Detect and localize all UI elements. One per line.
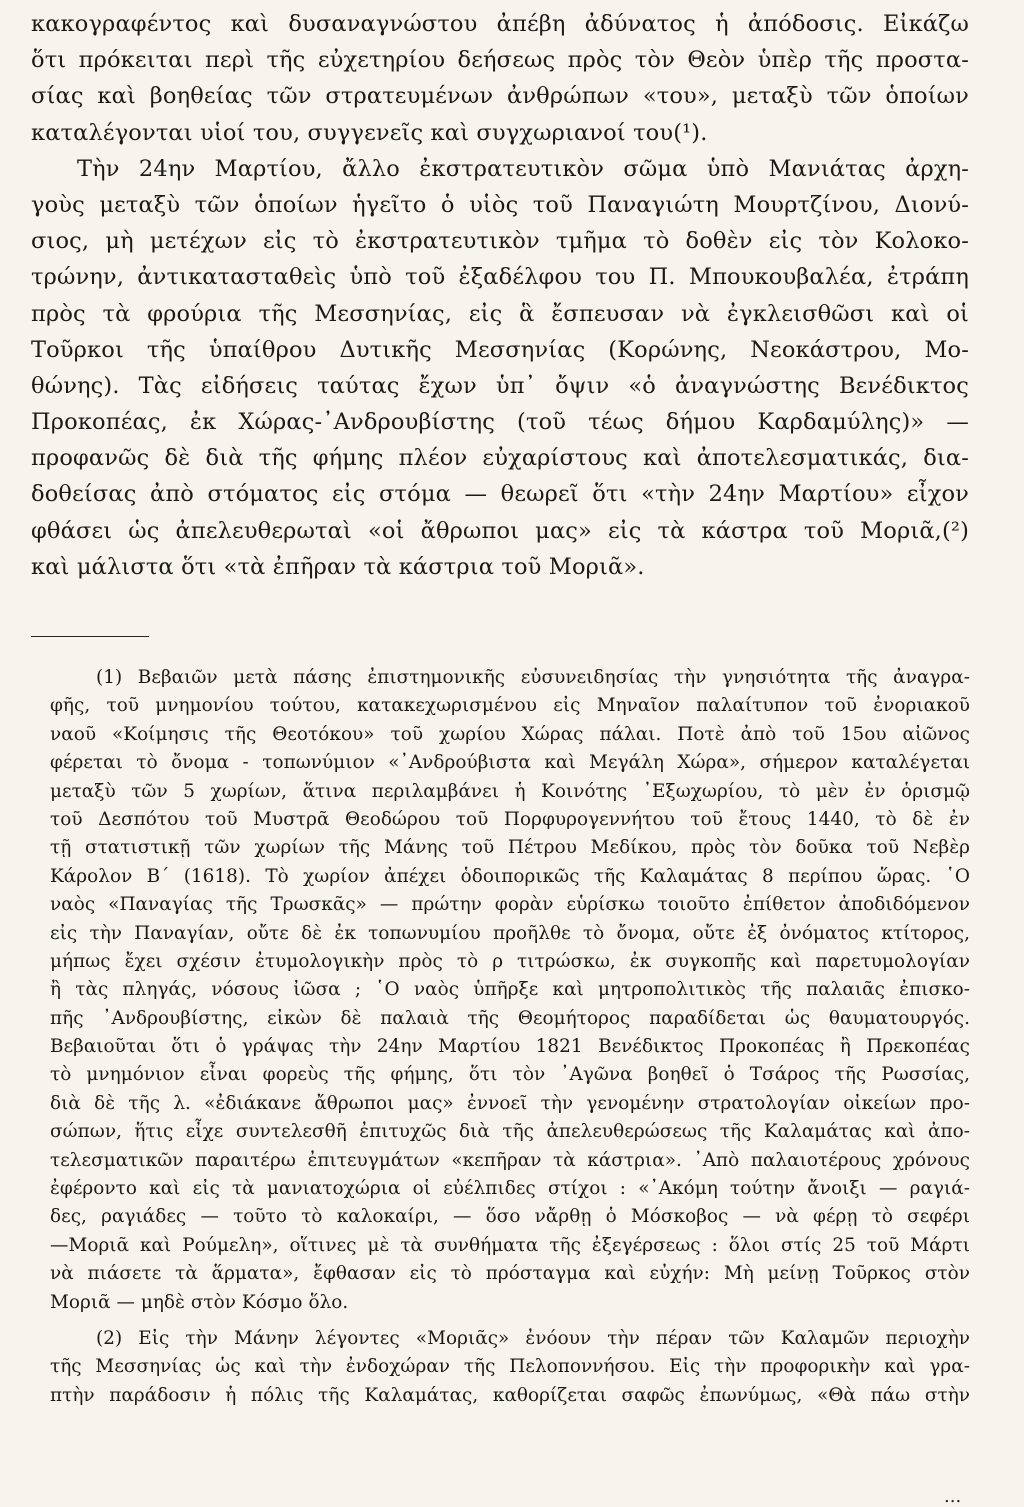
main-text-line: γοὺς μεταξὺ τῶν ὁποίων ἡγεῖτο ὁ υἱὸς τοῦ Παναγιώτη Μουρτζίνου, Διονύ-	[31, 191, 969, 218]
main-text-line: σίας καὶ βοηθείας τῶν στρατευμένων ἀνθρώπων «του», μεταξὺ τῶν ὁποίων	[31, 83, 969, 110]
footnote-line: μήπως ἔχει σχέσιν ἐτυμολογικὴν πρὸς τὸ ρ τιτρώσκω, ἐκ συγκοπῆς καὶ παρετυμολογίαν	[50, 950, 970, 972]
footnote-line: σώπων, ἥτις εἶχε συντελεσθῆ ἐπιτυχῶς διὰ τῆς ἀπελευθερώσεως τῆς Καλαμάτας καὶ ἀπο-	[50, 1121, 970, 1143]
main-text-line: κακογραφέντος καὶ δυσαναγνώστου ἀπέβη ἀδύνατος ἡ ἀπόδοσις. Εἰκάζω	[31, 11, 969, 37]
footnote-line: ἐφέροντο καὶ εἰς τὰ μανιατοχώρια οἱ εὐέλπιδες στίχοι : «᾿Ακόμη τούτην ἄνοιξι — ραγιά-	[50, 1178, 970, 1200]
footnote-line: Μοριᾶ — μηδὲ στὸν Κόσμο ὅλο.	[50, 1291, 349, 1313]
footnote-gap	[50, 1317, 970, 1325]
footnote-line: Κάρολον Β´ (1618). Τὸ χωρίον ἀπέχει ὁδοιπορικῶς τῆς Καλαμάτας 8 περίπου ὥρας. ῾Ο	[50, 865, 970, 887]
footnote-line: Βεβαιοῦται ὅτι ὁ γράψας τὴν 24ην Μαρτίου 1821 Βενέδικτος Προκοπέας ἢ Πρεκοπέας	[50, 1036, 970, 1058]
footnote-line: διὰ δὲ τῆς λ. «ἐδιάκανε ἄθρωποι μας» ἐννοεῖ τὴν γενομένην στρατολογίαν οἰκείων προ-	[50, 1092, 970, 1114]
footnote-line: ἢ τὰς πληγάς, νόσους ἰῶσα ; ῾Ο ναὸς ὑπῆρξε καὶ μητροπολιτικὸς τῆς παλαιᾶς ἐπισκο-	[50, 979, 970, 1001]
main-text-line: προφανῶς δὲ διὰ τῆς φήμης πλέον εὐχαρίστους καὶ ἀποτελεσματικάς, δια-	[31, 445, 969, 472]
footnotes-block	[50, 664, 970, 1410]
main-text-line: καὶ μάλιστα ὅτι «τὰ ἐπῆραν τὰ κάστρια τοῦ Μοριᾶ».	[31, 553, 645, 580]
footnote-2	[50, 1325, 970, 1410]
footnote-separator-rule	[31, 636, 149, 637]
cut-off-fragment-text: ...	[944, 1486, 962, 1507]
main-text-line: καταλέγονται υἱοί του, συγγενεῖς καὶ συγχωριανοί του(¹).	[31, 119, 708, 146]
footnote-line: (2) Εἰς τὴν Μάνην λέγοντες «Μοριᾶς» ἐνόουν τὴν πέραν τῶν Καλαμῶν περιοχὴν	[96, 1327, 970, 1349]
footnote-line: ναοῦ «Κοίμησις τῆς Θεοτόκου» τοῦ χωρίου Χώρας πάλαι. Ποτὲ ἀπὸ τοῦ 15ου αἰῶνος	[50, 723, 970, 745]
cut-off-fragment	[944, 1486, 1004, 1507]
main-text-line: σιος, μὴ μετέχων εἰς τὸ ἐκστρατευτικὸν τμῆμα τὸ δοθὲν εἰς τὸν Κολοκο-	[31, 228, 969, 255]
main-text-block	[31, 6, 969, 585]
main-text-line: δοθείσας ἀπὸ στόματος εἰς στόμα — θεωρεῖ ὅτι «τὴν 24ην Μαρτίου» εἶχον	[31, 481, 969, 508]
footnote-line: τὸ μνημόνιον εἶναι φορεὺς τῆς φήμης, ὅτι τὸν ᾿Αγῶνα βοηθεῖ ὁ Τσάρος τῆς Ρωσσίας,	[50, 1064, 970, 1086]
footnote-line: τῇ στατιστικῇ τῶν χωρίων τῆς Μάνης τοῦ Πέτρου Μεδίκου, πρὸς τὸν δοῦκα τοῦ Νεβὲρ	[50, 837, 970, 859]
footnote-line: πτὴν παράδοσιν ἡ πόλις τῆς Καλαμάτας, καθορίζεται σαφῶς ἐπωνύμως, «Θὰ πάω στὴν	[50, 1384, 970, 1406]
footnote-line: εἰς τὴν Παναγίαν, οὔτε δὲ ἐκ τοπωνυμίου προῆλθε τὸ ὄνομα, οὔτε ἐξ ὀνόματος κτίτορος,	[50, 922, 970, 944]
main-text-line: Τὴν 24ην Μαρτίου, ἄλλο ἐκστρατευτικὸν σῶμα ὑπὸ Μανιάτας ἀρχη-	[77, 155, 969, 182]
footnote-line: τελεσματικῶν παραιτέρω ἐπιτευγμάτων «κεπῆραν τὰ κάστρια». ᾿Απὸ παλαιοτέρους χρόνους	[50, 1149, 970, 1171]
footnote-line: (1) Βεβαιῶν μετὰ πάσης ἐπιστημονικῆς εὐσυνειδησίας τὴν γνησιότητα τῆς ἀναγρα-	[96, 667, 970, 688]
footnote-line: φῆς, τοῦ μνημονίου τούτου, κατακεχωρισμένου εἰς Μηναῖον παλαίτυπον τοῦ ἐνοριακοῦ	[50, 695, 970, 717]
footnote-line: ναὸς «Παναγίας τῆς Τρωσκᾶς» — πρώτην φορὰν εὑρίσκω τοιοῦτο ἐπίθετον ἀποδιδόμενον	[50, 894, 970, 916]
main-text-line: Προκοπέας, ἐκ Χώρας-᾿Ανδρουβίστης (τοῦ τέως δήμου Καρδαμύλης)» —	[31, 409, 969, 436]
footnote-1	[50, 664, 970, 1317]
footnote-line: μεταξὺ τῶν 5 χωρίων, ἅτινα περιλαμβάνει ἡ Κοινότης ᾿Εξωχωρίου, τὸ μὲν ἐν ὁρισμῷ	[50, 780, 970, 802]
main-text-line: τρώνην, ἀντικατασταθεὶς ὑπὸ τοῦ ἐξαδέλφου του Π. Μπουκουβαλέα, ἐτράπη	[31, 264, 969, 291]
main-text-line: πρὸς τὰ φρούρια τῆς Μεσσηνίας, εἰς ἃ ἔσπευσαν νὰ ἐγκλεισθῶσι καὶ οἱ	[31, 300, 969, 327]
footnote-line: τοῦ Δεσπότου τοῦ Μυστρᾶ Θεοδώρου τοῦ Πορφυρογεννήτου τοῦ ἔτους 1440, τὸ δὲ ἐν	[50, 808, 970, 830]
footnote-line: πῆς ᾿Ανδρουβίστης, εἰκὼν δὲ παλαιὰ τῆς Θεομήτορος παραδίδεται ὡς θαυματουργός.	[50, 1007, 970, 1029]
footnote-line: τῆς Μεσσηνίας ὡς καὶ τὴν ἐνδοχώραν τῆς Πελοποννήσου. Εἰς τὴν προφορικὴν καὶ γρα-	[50, 1356, 970, 1378]
main-text-line: Τοῦρκοι τῆς ὑπαίθρου Δυτικῆς Μεσσηνίας (Κορώνης, Νεοκάστρου, Μο-	[31, 336, 969, 363]
footnote-line: φέρεται τὸ ὄνομα - τοπωνύμιον «᾿Ανδρούβιστα καὶ Μεγάλη Χώρα», σήμερον καταλέγεται	[50, 752, 970, 774]
main-text-line: θώνης). Τὰς εἰδήσεις ταύτας ἔχων ὑπ᾽ ὄψιν «ὁ ἀναγνώστης Βενέδικτος	[31, 372, 969, 399]
main-text-line: ὅτι πρόκειται περὶ τῆς εὐχετηρίου δεήσεως πρὸς τὸν Θεὸν ὑπὲρ τῆς προστα-	[31, 47, 969, 74]
footnote-line: νὰ πιάσετε τὰ ἅρματα», ἔφθασαν εἰς τὸ πρόσταγμα καὶ εὐχήν: Μὴ μείνῃ Τοῦρκος στὸν	[50, 1263, 970, 1285]
footnote-line: δες, ραγιάδες — τοῦτο τὸ καλοκαίρι, — ὅσο νἄρθῃ ὁ Μόσκοβος — νὰ φέρῃ τὸ σεφέρι	[50, 1206, 970, 1228]
main-text-line: φθάσει ὡς ἀπελευθερωταὶ «οἱ ἄθρωποι μας» εἰς τὰ κάστρα τοῦ Μοριᾶ,(²)	[31, 517, 969, 544]
footnote-line: —Μοριᾶ καὶ Ρούμελη», οἵτινες μὲ τὰ συνθήματα τῆς ἐξεγέρσεως : ὅλοι στίς 25 τοῦ Μάρτι	[50, 1234, 970, 1256]
